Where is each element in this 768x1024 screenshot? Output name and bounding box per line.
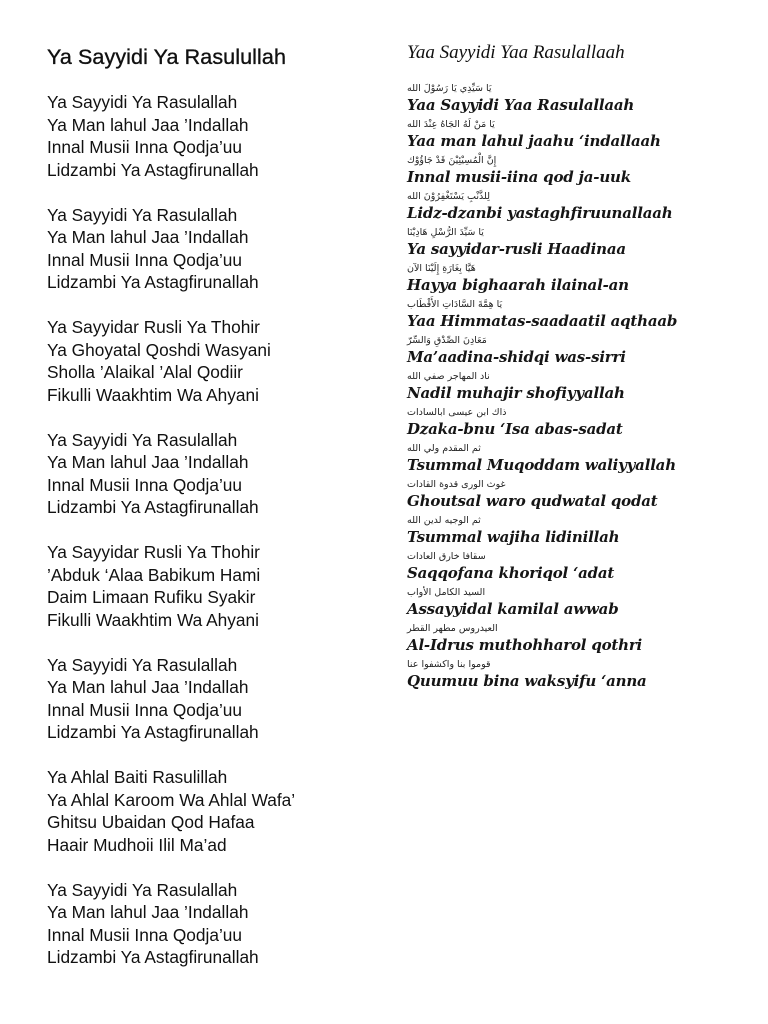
lyric-line: Lidzambi Ya Astagfirunallah [47,947,259,967]
transliteration-line: Yaa man lahul jaahu ‘indallaah [407,132,661,150]
arabic-line: يَا سَيِّدَ الرُّسْلِ هَادِيْنَا [407,227,484,238]
verse-12 [407,478,747,514]
verse-11 [407,442,747,478]
transliteration-line: Yaa Sayyidi Yaa Rasulallaah [407,96,635,114]
verse-14 [407,550,747,586]
right-lyrics-column [407,40,747,694]
lyric-line: Innal Musii Inna Qodja’uu [47,137,243,157]
right-title: Yaa Sayyidi Yaa Rasulallaah [407,42,625,63]
verse-16 [407,622,747,658]
lyric-line: Innal Musii Inna Qodja’uu [47,474,243,495]
lyric-line: Lidzambi Ya Astagfirunallah [47,159,259,180]
lyric-line: Lidzambi Ya Astagfirunallah [47,272,259,292]
arabic-line: يَا هِمَّةَ السَّادَاتِ الأَقْطَاب [407,299,503,310]
stanza-7 [47,766,387,856]
transliteration-line: Hayya bighaarah ilainal-an [407,276,629,294]
verse-2 [407,118,747,154]
lyric-line: Daim Limaan Rufiku Syakir [47,587,256,607]
transliteration-line: Dzaka-bnu ‘Isa abas-sadat [407,420,623,438]
arabic-line: سقافا خارق العادات [407,551,486,562]
verse-1 [407,82,747,118]
transliteration-line: Ya sayyidar-rusli Haadinaa [407,240,626,258]
stanza-8 [47,879,387,969]
arabic-line: ذاك ابن عيسى ابالسادات [407,407,507,418]
arabic-line: هَيَّا بِغَارَةِ إِلَيْنَا الآن [407,263,476,274]
arabic-line: ثم الوجيه لدين الله [407,515,481,526]
stanza-5 [47,541,387,631]
verse-9 [407,370,747,406]
lyric-line: Ghitsu Ubaidan Qod Hafaa [47,812,255,832]
verse-10 [407,406,747,442]
transliteration-line: Assayyidal kamilal awwab [407,600,619,618]
verse-7 [407,298,747,334]
verse-5 [407,226,747,262]
transliteration-line: Nadil muhajir shofiyyallah [407,384,625,402]
lyric-line: Ya Sayyidar Rusli Ya Thohir [47,317,260,337]
transliteration-line: Ma’aadina-shidqi was-sirri [407,348,626,366]
verse-6 [407,262,747,298]
lyric-line: Ya Sayyidi Ya Rasulallah [47,429,238,450]
arabic-line: ناد المهاجر صفي الله [407,371,490,382]
transliteration-line: Saqqofana khoriqol ‘adat [407,564,615,582]
transliteration-line: Al-Idrus muthohharol qothri [407,636,643,654]
lyric-line: Ya Man lahul Jaa ’Indallah [47,452,249,472]
transliteration-line: Tsummal wajiha lidinillah [407,528,620,546]
arabic-line: يَا مَنْ لَهُ الجَاهُ عِنْدَ الله [407,119,495,130]
arabic-line: إِنَّ الْمُسِيْئِيْنَ قَدْ جَاؤُوْك [407,155,497,166]
lyric-line: Sholla ’Alaikal ’Alal Qodiir [47,362,243,382]
lyric-line: Innal Musii Inna Qodja’uu [47,924,243,945]
stanza-1 [47,91,387,181]
lyric-line: Fikulli Waakhtim Wa Ahyani [47,609,259,630]
lyric-line: Ya Man lahul Jaa ’Indallah [47,227,249,247]
lyric-line: Ya Man lahul Jaa ’Indallah [47,114,249,135]
verse-13 [407,514,747,550]
lyric-line: Ya Sayyidar Rusli Ya Thohir [47,542,260,562]
lyric-line: Ya Sayyidi Ya Rasulallah [47,654,238,675]
arabic-line: العيدروس مطهر القطر [407,623,498,634]
left-lyrics-column [47,44,387,991]
lyric-line: Ya Sayyidi Ya Rasulallah [47,92,238,112]
lyric-line: Ya Man lahul Jaa ’Indallah [47,902,249,922]
lyric-line: Ya Man lahul Jaa ’Indallah [47,677,249,697]
transliteration-line: Innal musii-iina qod ja-uuk [407,168,631,186]
stanza-6 [47,654,387,744]
lyric-line: Ya Ahlal Baiti Rasulillah [47,767,228,787]
transliteration-line: Ghoutsal waro qudwatal qodat [407,492,658,510]
stanza-3 [47,316,387,406]
lyric-line: Ya Sayyidi Ya Rasulallah [47,204,238,225]
lyric-line: Lidzambi Ya Astagfirunallah [47,497,259,517]
lyric-line: Innal Musii Inna Qodja’uu [47,699,243,720]
arabic-line: مَعَادِنَ الصِّدْقِ وَالسِّرّ [407,335,487,346]
arabic-line: لِلذَّنْبِ يَسْتَغْفِرُوْنَ الله [407,191,490,202]
verse-15 [407,586,747,622]
lyric-line: Ya Ahlal Karoom Wa Ahlal Wafa’ [47,789,296,810]
transliteration-line: Quumuu bina waksyifu ‘anna [407,672,647,690]
transliteration-line: Yaa Himmatas-saadaatil aqthaab [407,312,678,330]
arabic-line: السيد الكامل الأواب [407,587,486,598]
verse-8 [407,334,747,370]
left-title: Ya Sayyidi Ya Rasulullah [47,45,287,69]
arabic-line: يَا سَيِّدِي يَا رَسُوْلَ الله [407,83,492,94]
lyric-line: ’Abduk ‘Alaa Babikum Hami [47,564,261,585]
transliteration-line: Lidz-dzanbi yastaghfiruunallaah [407,204,673,222]
transliteration-line: Tsummal Muqoddam waliyyallah [407,456,676,474]
stanza-2 [47,204,387,294]
lyric-line: Innal Musii Inna Qodja’uu [47,249,243,270]
lyric-line: Ya Sayyidi Ya Rasulallah [47,879,238,900]
lyric-line: Lidzambi Ya Astagfirunallah [47,722,259,742]
verse-4 [407,190,747,226]
lyric-line: Fikulli Waakhtim Wa Ahyani [47,384,259,405]
verse-17 [407,658,747,694]
arabic-line: قوموا بنا واكشفوا عنا [407,659,491,670]
verse-3 [407,154,747,190]
stanza-4 [47,429,387,519]
lyric-line: Ya Ghoyatal Qoshdi Wasyani [47,339,271,360]
arabic-line: ثم المقدم ولي الله [407,443,481,454]
lyric-line: Haair Mudhoii Ilil Ma’ad [47,834,227,855]
arabic-line: غوث الورى قدوة القادات [407,479,506,490]
